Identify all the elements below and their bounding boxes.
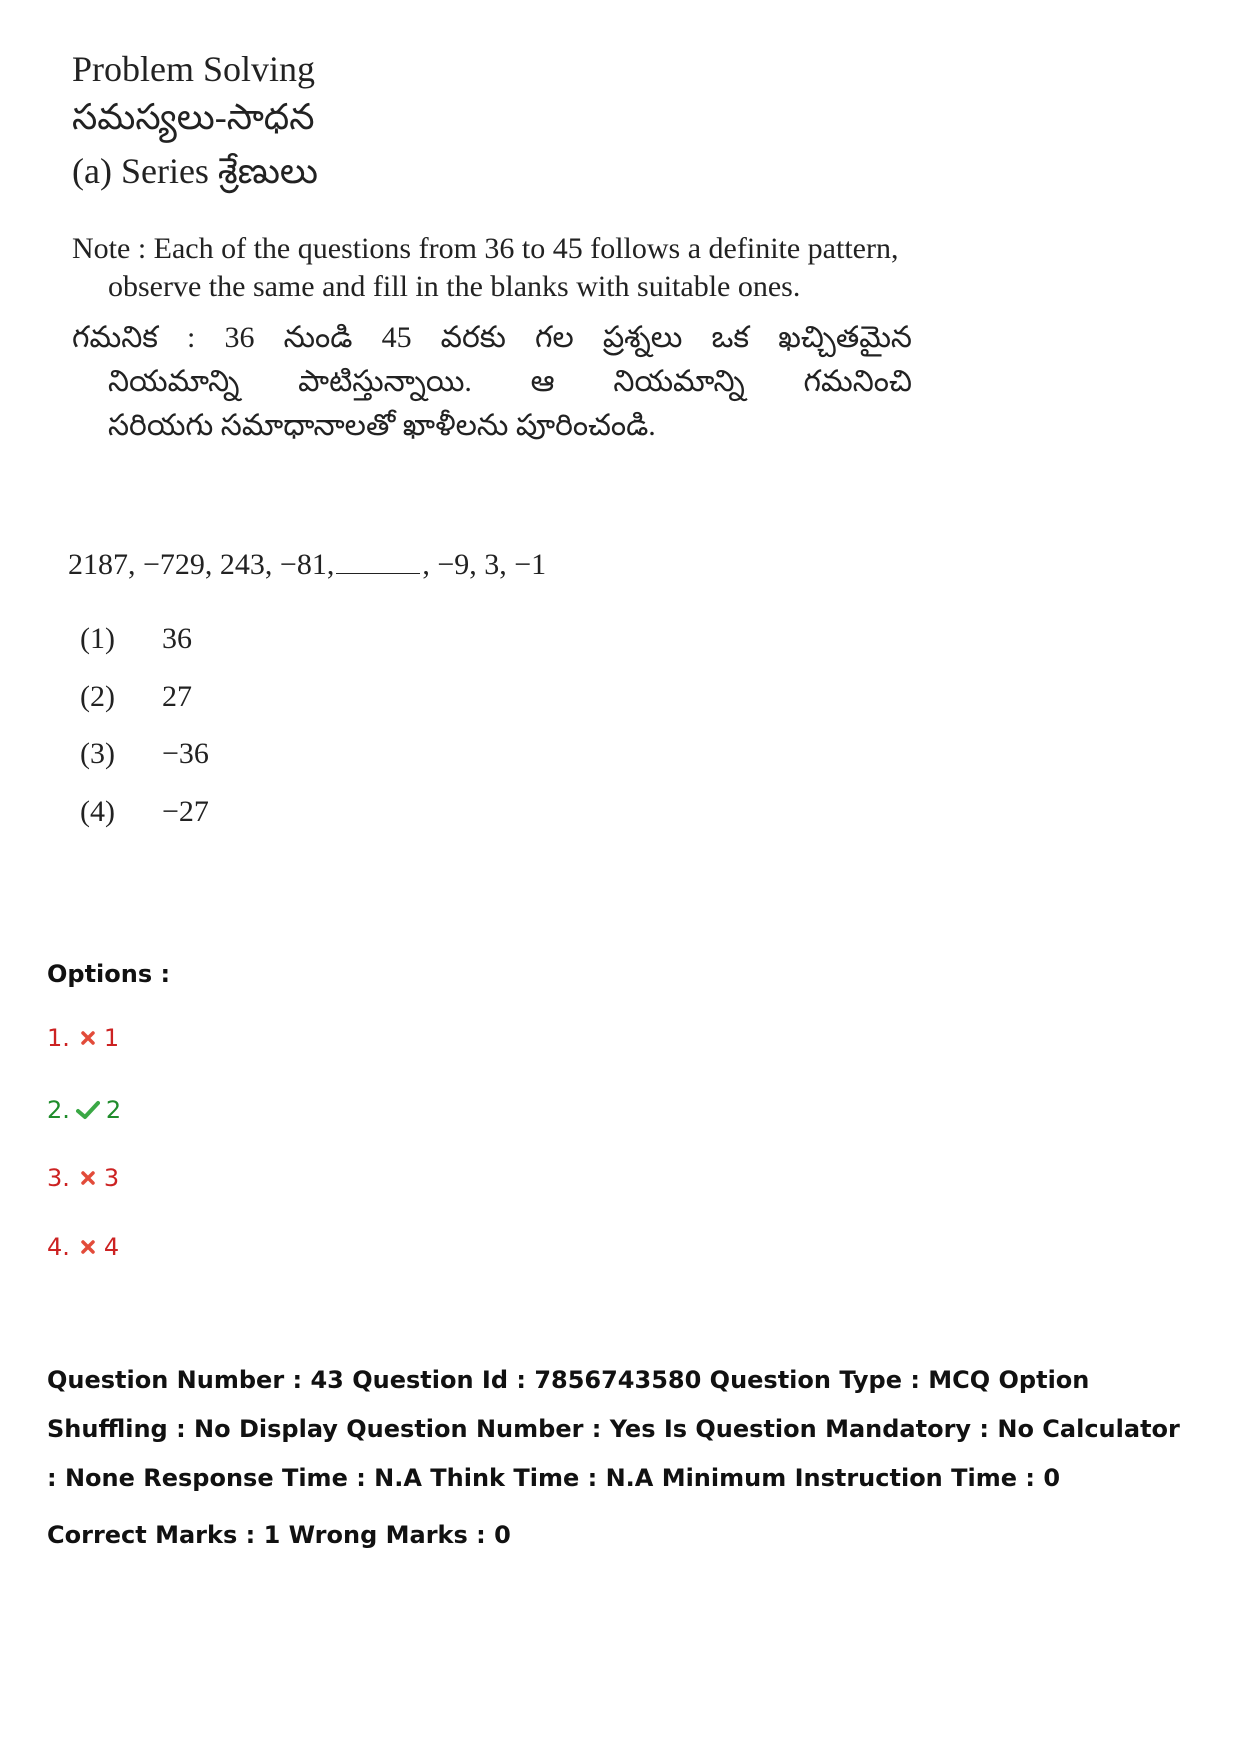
check-icon: [76, 1100, 100, 1120]
option-item: [47, 1164, 119, 1192]
series-right: , −9, 3, −1: [422, 548, 547, 581]
section-heading: (a) Series శ్రేణులు: [72, 151, 318, 191]
option-item: [47, 1024, 119, 1052]
option-value: 2: [105, 1096, 122, 1124]
note-telugu-line-1: గమనిక : 36 నుండి 45 వరకు గల ప్రశ్నలు ఒక ఖచ్చితమైన: [72, 321, 912, 354]
option-number: 1.: [47, 1024, 70, 1052]
note-english-line-1: Note : Each of the questions from 36 to 45 follows a definite pattern,: [72, 232, 899, 265]
marks-info: Correct Marks : 1 Wrong Marks : 0: [47, 1521, 511, 1549]
note-telugu-line-3: సరియగు సమాధానాలతో ఖాళీలను పూరించండి.: [108, 409, 656, 442]
question-choice: [80, 680, 192, 714]
cross-icon: [80, 1030, 96, 1046]
choice-value: 36: [162, 622, 192, 655]
question-choice: [80, 737, 209, 771]
option-value: 3: [103, 1164, 120, 1192]
option-value: 4: [103, 1233, 120, 1261]
choice-value: −27: [162, 795, 209, 828]
series-left: 2187, −729, 243, −81,: [68, 548, 335, 581]
note-telugu: [72, 316, 912, 448]
heading-telugu: సమస్యలు-సాధన: [72, 97, 315, 137]
option-item: [47, 1233, 119, 1261]
option-value: 1: [103, 1024, 120, 1052]
heading-english: Problem Solving: [72, 49, 316, 89]
choice-value: −36: [162, 737, 209, 770]
option-number: 2.: [47, 1096, 70, 1124]
note-telugu-line-2: నియమాన్ని పాటిస్తున్నాయి. ఆ నియమాన్ని గమనించి: [108, 365, 912, 398]
number-series: [68, 548, 546, 582]
note-english-line-2: observe the same and fill in the blanks with suitable ones.: [108, 270, 801, 303]
question-metadata: Question Number : 43 Question Id : 7856743580 Question Type : MCQ Option Shuffling : No Display Question Number : Yes Is Question Mandatory : No Calculator : None Response Time : N.A Think Time : N.A Minimum Instruction Time : 0: [47, 1366, 1180, 1492]
option-item: [47, 1096, 121, 1124]
question-choice: [80, 795, 209, 829]
option-number: 3.: [47, 1164, 70, 1192]
option-number: 4.: [47, 1233, 70, 1261]
question-choice: [80, 622, 192, 656]
choice-number: (3): [80, 737, 115, 770]
series-blank: [336, 549, 420, 574]
choice-number: (4): [80, 795, 115, 828]
cross-icon: [80, 1170, 96, 1186]
options-label: Options :: [47, 960, 171, 988]
choice-value: 27: [162, 680, 192, 713]
choice-number: (2): [80, 680, 115, 713]
choice-number: (1): [80, 622, 115, 655]
cross-icon: [80, 1239, 96, 1255]
